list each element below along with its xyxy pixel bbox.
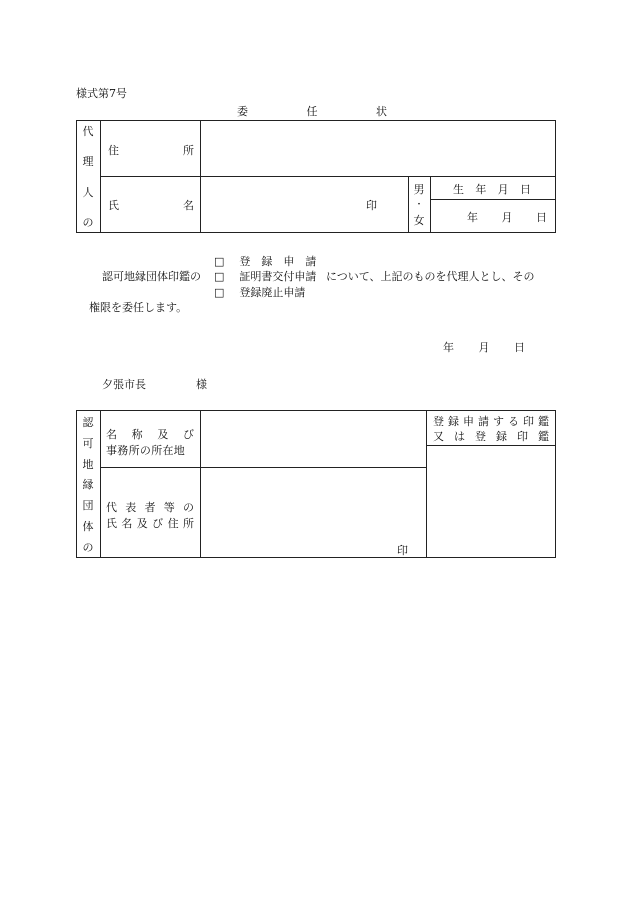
group-side-label	[76, 417, 100, 553]
name-label-char: 名	[183, 199, 194, 212]
document-date[interactable]	[443, 339, 525, 355]
group-table-divider	[200, 410, 201, 558]
agent-name-field[interactable]	[205, 180, 365, 228]
birth-year-unit: 年	[467, 211, 478, 224]
label-char: 印	[517, 430, 528, 443]
address-label-char: 所	[183, 144, 194, 157]
representative-label-line2	[106, 515, 194, 531]
label-char: び	[152, 517, 164, 530]
address-label	[108, 142, 194, 158]
request-tail: について、上記のものを代理人とし、その	[326, 270, 535, 283]
label-char: 氏	[106, 517, 117, 530]
request-lead: 認可地縁団体印鑑の	[102, 270, 201, 283]
label-char: 鑑	[538, 430, 549, 443]
label-char: る	[508, 415, 519, 428]
label-char: は	[454, 430, 465, 443]
checkbox-icon[interactable]: □	[214, 270, 225, 283]
label-char: 登	[433, 415, 444, 428]
group-table-divider	[426, 410, 427, 558]
birth-date-field[interactable]	[467, 209, 547, 225]
label-char: す	[493, 415, 504, 428]
representative-label-line1	[106, 499, 194, 515]
group-name-label-line2: 事務所の所在地	[106, 444, 186, 457]
group-table-divider	[426, 445, 556, 446]
addressee-honorific: 様	[196, 378, 207, 391]
birth-label-char: 生	[453, 183, 464, 196]
gender-dot: ・	[414, 199, 424, 210]
document-title	[237, 103, 387, 119]
label-char: 申	[463, 415, 474, 428]
label-char: 表	[125, 501, 137, 514]
address-label-char: 住	[108, 144, 119, 157]
agent-seal-mark: 印	[366, 199, 377, 212]
birth-label-char: 日	[519, 183, 531, 196]
date-year-unit: 年	[443, 341, 454, 354]
checkbox-certificate[interactable]	[214, 268, 316, 284]
birth-label-char: 年	[475, 183, 487, 196]
gender-selector[interactable]	[408, 184, 430, 226]
seal-header-line1	[433, 413, 549, 429]
group-side-char: 地	[82, 457, 94, 471]
birth-day-unit: 日	[536, 211, 547, 224]
group-side-char: 団	[82, 499, 94, 513]
group-side-char: 認	[82, 416, 94, 429]
group-side-char: 可	[82, 436, 94, 450]
name-label-char: 氏	[108, 199, 119, 212]
label-char: 名	[106, 428, 117, 441]
label-char: 代	[106, 501, 117, 514]
checkbox-icon[interactable]: □	[214, 255, 225, 268]
addressee-name: 夕張市長	[102, 378, 146, 391]
birth-month-unit: 月	[501, 211, 513, 224]
group-side-char: の	[82, 540, 94, 554]
label-char: 録	[496, 430, 507, 443]
agent-side-char: の	[82, 215, 94, 229]
representative-field[interactable]	[205, 471, 421, 533]
label-char: 登	[475, 430, 486, 443]
label-char: 録	[448, 415, 459, 428]
date-month-unit: 月	[478, 341, 490, 354]
date-day-unit: 日	[514, 341, 525, 354]
checkbox-label: 証明書交付申請	[239, 270, 317, 283]
seal-header-line2	[433, 428, 549, 444]
label-char: 又	[433, 430, 444, 443]
form-number: 様式第7号	[76, 87, 127, 100]
title-char: 委	[237, 105, 248, 118]
group-table-divider	[100, 467, 426, 468]
group-table-divider	[100, 410, 101, 558]
label-char: 印	[523, 415, 534, 428]
agent-address-field[interactable]	[205, 124, 550, 172]
agent-side-char: 代	[82, 125, 94, 138]
label-char: 称	[131, 428, 143, 441]
group-seal-mark: 印	[397, 544, 408, 557]
checkbox-registration[interactable]	[214, 253, 316, 269]
label-char: 所	[182, 517, 194, 530]
checkbox-abolition[interactable]	[214, 284, 305, 300]
label-char: 住	[167, 517, 179, 530]
label-char: の	[183, 501, 194, 514]
agent-side-char: 人	[82, 185, 94, 199]
birth-label-char: 月	[497, 183, 509, 196]
group-name-label-line1	[106, 426, 194, 442]
agent-table-divider	[430, 199, 556, 200]
label-char: 鑑	[538, 415, 549, 428]
agent-table-divider	[430, 176, 431, 233]
birth-date-label	[453, 181, 531, 197]
label-char: 者	[144, 501, 156, 514]
group-side-char: 縁	[82, 478, 94, 492]
gender-male[interactable]: 男	[413, 183, 425, 196]
checkbox-label: 登録廃止申請	[239, 286, 306, 299]
title-char: 状	[376, 105, 387, 118]
group-name-field[interactable]	[205, 414, 421, 462]
label-char: 請	[478, 415, 489, 428]
name-label	[108, 197, 194, 213]
agent-table-divider	[100, 176, 556, 177]
label-char: 及	[157, 428, 169, 441]
label-char: 及	[136, 517, 148, 530]
group-side-char: 体	[82, 520, 94, 534]
checkbox-icon[interactable]: □	[214, 286, 225, 299]
seal-impression-area[interactable]	[430, 449, 552, 554]
label-char: び	[182, 428, 194, 441]
title-char: 任	[306, 105, 318, 118]
agent-side-label	[76, 126, 100, 228]
label-char: 等	[163, 501, 175, 514]
agent-side-char: 理	[82, 155, 94, 169]
gender-female[interactable]: 女	[413, 214, 425, 227]
checkbox-label: 登 録 申 請	[239, 255, 317, 268]
label-char: 名	[121, 517, 133, 530]
request-line2: 権限を委任します。	[89, 301, 188, 314]
